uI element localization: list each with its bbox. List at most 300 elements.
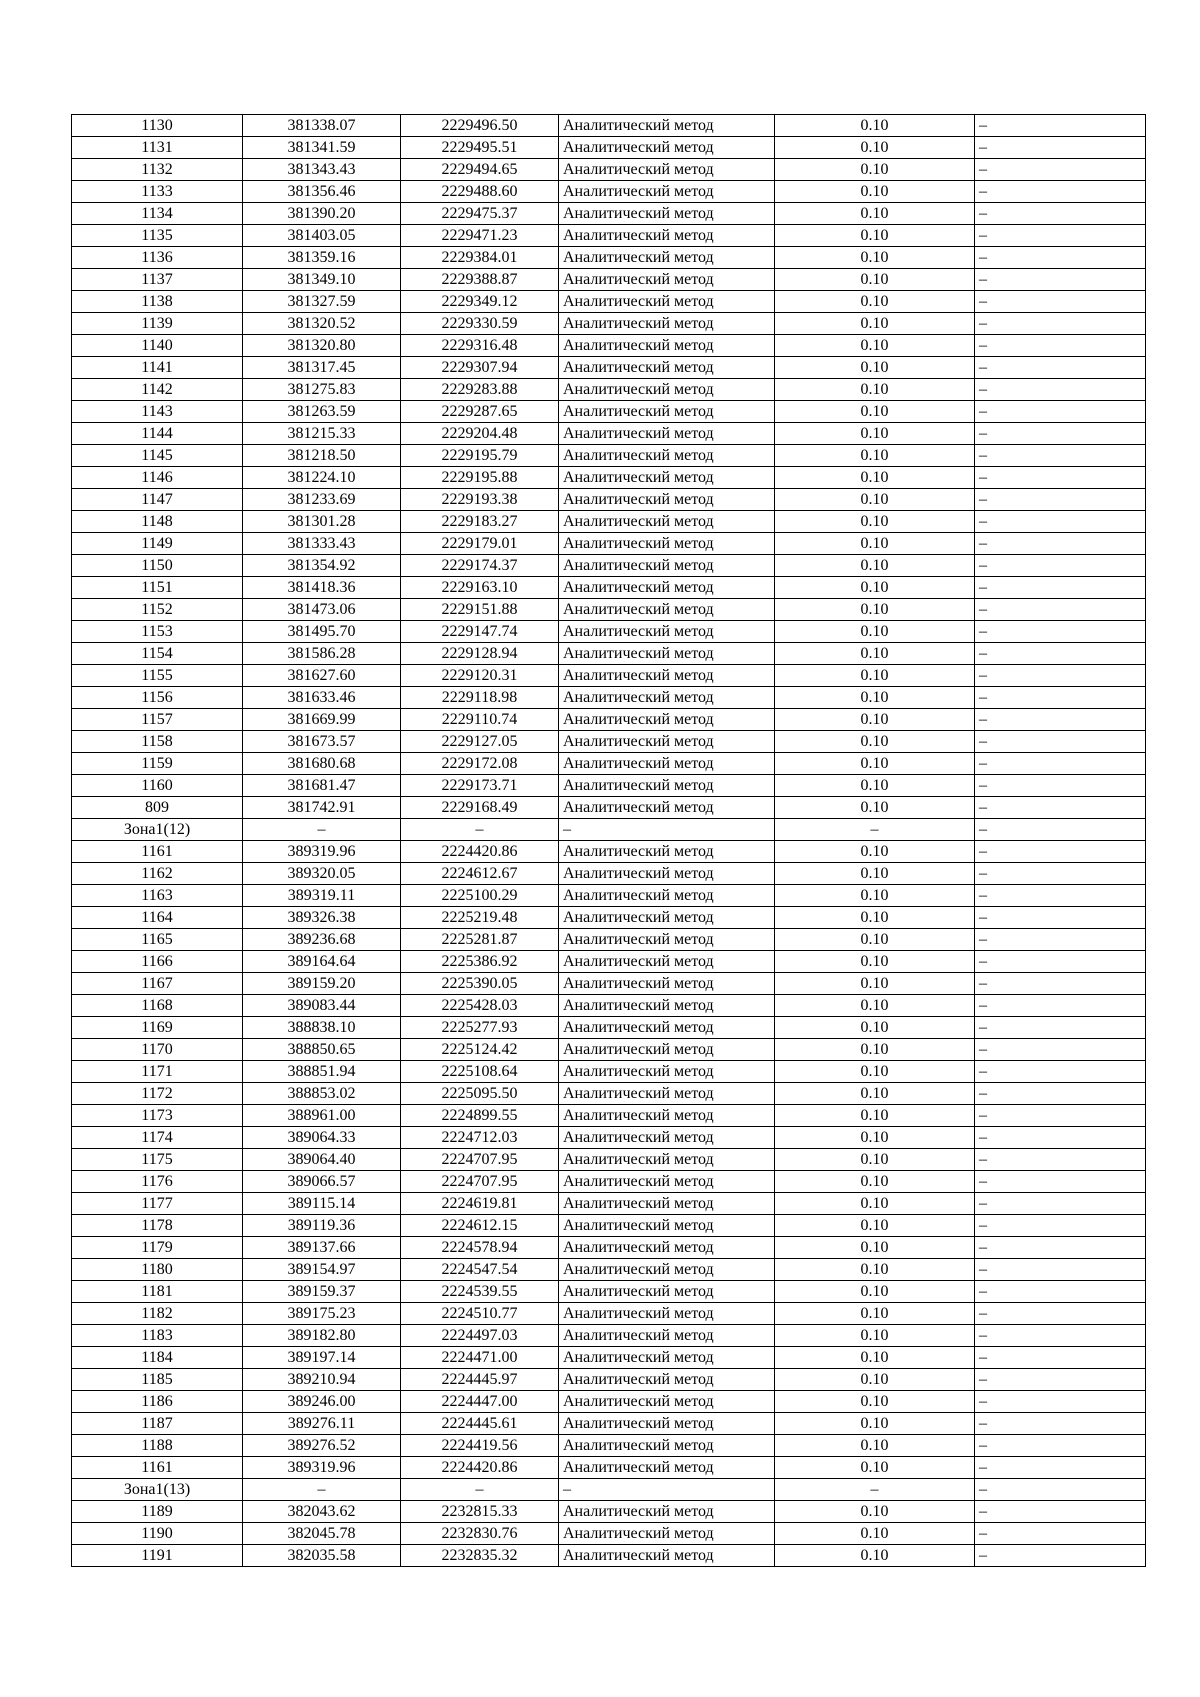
point-number-cell: 1183 — [72, 1325, 243, 1347]
accuracy-cell: 0.10 — [775, 1325, 975, 1347]
x-coordinate-cell: 381586.28 — [243, 643, 401, 665]
accuracy-cell: 0.10 — [775, 907, 975, 929]
y-coordinate-cell: 2229496.50 — [401, 115, 559, 137]
method-cell: Аналитический метод — [559, 1237, 775, 1259]
note-cell: – — [975, 1215, 1146, 1237]
point-number-cell: 1146 — [72, 467, 243, 489]
point-number-cell: 1151 — [72, 577, 243, 599]
method-cell: Аналитический метод — [559, 1391, 775, 1413]
table-row — [72, 511, 1146, 533]
point-number-cell: 1176 — [72, 1171, 243, 1193]
point-number-cell: 1150 — [72, 555, 243, 577]
accuracy-cell: 0.10 — [775, 599, 975, 621]
table-row — [72, 291, 1146, 313]
table-row — [72, 1127, 1146, 1149]
note-cell: – — [975, 687, 1146, 709]
x-coordinate-cell: 389119.36 — [243, 1215, 401, 1237]
accuracy-cell: 0.10 — [775, 445, 975, 467]
accuracy-cell: 0.10 — [775, 885, 975, 907]
point-number-cell: 1142 — [72, 379, 243, 401]
note-cell: – — [975, 203, 1146, 225]
accuracy-cell: – — [775, 819, 975, 841]
accuracy-cell: 0.10 — [775, 291, 975, 313]
accuracy-cell: 0.10 — [775, 731, 975, 753]
note-cell: – — [975, 1435, 1146, 1457]
y-coordinate-cell: – — [401, 1479, 559, 1501]
accuracy-cell: 0.10 — [775, 973, 975, 995]
x-coordinate-cell: 388851.94 — [243, 1061, 401, 1083]
x-coordinate-cell: 389066.57 — [243, 1171, 401, 1193]
y-coordinate-cell: 2229128.94 — [401, 643, 559, 665]
point-number-cell: 1131 — [72, 137, 243, 159]
point-number-cell: 1177 — [72, 1193, 243, 1215]
x-coordinate-cell: 381473.06 — [243, 599, 401, 621]
point-number-cell: 1157 — [72, 709, 243, 731]
x-coordinate-cell: 381320.80 — [243, 335, 401, 357]
y-coordinate-cell: 2232815.33 — [401, 1501, 559, 1523]
method-cell: Аналитический метод — [559, 863, 775, 885]
table-row — [72, 225, 1146, 247]
x-coordinate-cell: 381669.99 — [243, 709, 401, 731]
method-cell: Аналитический метод — [559, 1523, 775, 1545]
y-coordinate-cell: 2229110.74 — [401, 709, 559, 731]
accuracy-cell: 0.10 — [775, 1501, 975, 1523]
table-row — [72, 599, 1146, 621]
table-row — [72, 1215, 1146, 1237]
method-cell: Аналитический метод — [559, 313, 775, 335]
y-coordinate-cell: 2225390.05 — [401, 973, 559, 995]
method-cell: Аналитический метод — [559, 379, 775, 401]
point-number-cell: 1185 — [72, 1369, 243, 1391]
table-row — [72, 1259, 1146, 1281]
point-number-cell: 1188 — [72, 1435, 243, 1457]
table-row — [72, 841, 1146, 863]
method-cell: Аналитический метод — [559, 1193, 775, 1215]
table-row — [72, 1193, 1146, 1215]
y-coordinate-cell: 2224612.15 — [401, 1215, 559, 1237]
note-cell: – — [975, 1171, 1146, 1193]
x-coordinate-cell: 381680.68 — [243, 753, 401, 775]
note-cell: – — [975, 313, 1146, 335]
table-row — [72, 357, 1146, 379]
point-number-cell: 1158 — [72, 731, 243, 753]
y-coordinate-cell: 2224712.03 — [401, 1127, 559, 1149]
x-coordinate-cell: 381742.91 — [243, 797, 401, 819]
y-coordinate-cell: 2225386.92 — [401, 951, 559, 973]
x-coordinate-cell: 381354.92 — [243, 555, 401, 577]
accuracy-cell: 0.10 — [775, 555, 975, 577]
point-number-cell: 1166 — [72, 951, 243, 973]
method-cell: Аналитический метод — [559, 1347, 775, 1369]
point-number-cell: 1130 — [72, 115, 243, 137]
table-row — [72, 1171, 1146, 1193]
method-cell: Аналитический метод — [559, 731, 775, 753]
table-row — [72, 1303, 1146, 1325]
point-number-cell: 1175 — [72, 1149, 243, 1171]
accuracy-cell: 0.10 — [775, 1281, 975, 1303]
note-cell: – — [975, 643, 1146, 665]
method-cell: Аналитический метод — [559, 1435, 775, 1457]
method-cell: Аналитический метод — [559, 1105, 775, 1127]
note-cell: – — [975, 1061, 1146, 1083]
point-number-cell: Зона1(13) — [72, 1479, 243, 1501]
accuracy-cell: 0.10 — [775, 489, 975, 511]
table-row — [72, 423, 1146, 445]
accuracy-cell: 0.10 — [775, 203, 975, 225]
method-cell: Аналитический метод — [559, 511, 775, 533]
y-coordinate-cell: 2224612.67 — [401, 863, 559, 885]
y-coordinate-cell: 2224497.03 — [401, 1325, 559, 1347]
x-coordinate-cell: 381495.70 — [243, 621, 401, 643]
note-cell: – — [975, 621, 1146, 643]
table-row — [72, 445, 1146, 467]
table-row — [72, 1083, 1146, 1105]
method-cell: Аналитический метод — [559, 423, 775, 445]
accuracy-cell: 0.10 — [775, 379, 975, 401]
y-coordinate-cell: 2229316.48 — [401, 335, 559, 357]
accuracy-cell: 0.10 — [775, 1347, 975, 1369]
point-number-cell: 809 — [72, 797, 243, 819]
accuracy-cell: 0.10 — [775, 1039, 975, 1061]
y-coordinate-cell: 2229494.65 — [401, 159, 559, 181]
accuracy-cell: 0.10 — [775, 951, 975, 973]
y-coordinate-cell: 2232835.32 — [401, 1545, 559, 1567]
y-coordinate-cell: 2229488.60 — [401, 181, 559, 203]
accuracy-cell: 0.10 — [775, 1391, 975, 1413]
method-cell: Аналитический метод — [559, 885, 775, 907]
x-coordinate-cell: 389320.05 — [243, 863, 401, 885]
accuracy-cell: 0.10 — [775, 753, 975, 775]
point-number-cell: 1147 — [72, 489, 243, 511]
point-number-cell: 1189 — [72, 1501, 243, 1523]
x-coordinate-cell: 381317.45 — [243, 357, 401, 379]
y-coordinate-cell: 2224420.86 — [401, 1457, 559, 1479]
table-row — [72, 269, 1146, 291]
x-coordinate-cell: 389159.37 — [243, 1281, 401, 1303]
note-cell: – — [975, 731, 1146, 753]
note-cell: – — [975, 423, 1146, 445]
table-row — [72, 181, 1146, 203]
accuracy-cell: 0.10 — [775, 1105, 975, 1127]
accuracy-cell: 0.10 — [775, 1127, 975, 1149]
method-cell: Аналитический метод — [559, 1303, 775, 1325]
y-coordinate-cell: 2224445.97 — [401, 1369, 559, 1391]
accuracy-cell: 0.10 — [775, 115, 975, 137]
x-coordinate-cell: 389064.40 — [243, 1149, 401, 1171]
table-row — [72, 1457, 1146, 1479]
note-cell: – — [975, 665, 1146, 687]
note-cell: – — [975, 269, 1146, 291]
y-coordinate-cell: 2224471.00 — [401, 1347, 559, 1369]
method-cell: Аналитический метод — [559, 907, 775, 929]
note-cell: – — [975, 181, 1146, 203]
method-cell: Аналитический метод — [559, 951, 775, 973]
y-coordinate-cell: 2229118.98 — [401, 687, 559, 709]
point-number-cell: 1160 — [72, 775, 243, 797]
table-row — [72, 819, 1146, 841]
x-coordinate-cell: 381359.16 — [243, 247, 401, 269]
table-row — [72, 1149, 1146, 1171]
y-coordinate-cell: 2224420.86 — [401, 841, 559, 863]
point-number-cell: 1155 — [72, 665, 243, 687]
y-coordinate-cell: 2229163.10 — [401, 577, 559, 599]
y-coordinate-cell: 2225428.03 — [401, 995, 559, 1017]
x-coordinate-cell: 381218.50 — [243, 445, 401, 467]
method-cell: Аналитический метод — [559, 357, 775, 379]
method-cell: Аналитический метод — [559, 225, 775, 247]
x-coordinate-cell: 381403.05 — [243, 225, 401, 247]
x-coordinate-cell: 389319.96 — [243, 841, 401, 863]
method-cell: Аналитический метод — [559, 1061, 775, 1083]
note-cell: – — [975, 577, 1146, 599]
x-coordinate-cell: 381327.59 — [243, 291, 401, 313]
accuracy-cell: 0.10 — [775, 357, 975, 379]
y-coordinate-cell: 2224539.55 — [401, 1281, 559, 1303]
y-coordinate-cell: 2229287.65 — [401, 401, 559, 423]
point-number-cell: 1143 — [72, 401, 243, 423]
y-coordinate-cell: 2229195.79 — [401, 445, 559, 467]
method-cell: Аналитический метод — [559, 1083, 775, 1105]
table-row — [72, 1391, 1146, 1413]
method-cell: Аналитический метод — [559, 401, 775, 423]
x-coordinate-cell: 381418.36 — [243, 577, 401, 599]
table-row — [72, 533, 1146, 555]
x-coordinate-cell: 389159.20 — [243, 973, 401, 995]
point-number-cell: 1169 — [72, 1017, 243, 1039]
point-number-cell: 1132 — [72, 159, 243, 181]
table-row — [72, 1523, 1146, 1545]
point-number-cell: 1165 — [72, 929, 243, 951]
table-row — [72, 1281, 1146, 1303]
accuracy-cell: 0.10 — [775, 159, 975, 181]
point-number-cell: 1139 — [72, 313, 243, 335]
y-coordinate-cell: 2224445.61 — [401, 1413, 559, 1435]
x-coordinate-cell: 389083.44 — [243, 995, 401, 1017]
accuracy-cell: 0.10 — [775, 335, 975, 357]
method-cell: Аналитический метод — [559, 533, 775, 555]
note-cell: – — [975, 995, 1146, 1017]
table-row — [72, 1017, 1146, 1039]
y-coordinate-cell: 2229388.87 — [401, 269, 559, 291]
x-coordinate-cell: 381673.57 — [243, 731, 401, 753]
x-coordinate-cell: 389210.94 — [243, 1369, 401, 1391]
x-coordinate-cell: 381301.28 — [243, 511, 401, 533]
note-cell: – — [975, 775, 1146, 797]
x-coordinate-cell: 381215.33 — [243, 423, 401, 445]
y-coordinate-cell: 2224578.94 — [401, 1237, 559, 1259]
method-cell: Аналитический метод — [559, 753, 775, 775]
point-number-cell: 1167 — [72, 973, 243, 995]
y-coordinate-cell: 2229168.49 — [401, 797, 559, 819]
method-cell: Аналитический метод — [559, 555, 775, 577]
method-cell: Аналитический метод — [559, 489, 775, 511]
method-cell: Аналитический метод — [559, 1545, 775, 1567]
table-row — [72, 1325, 1146, 1347]
accuracy-cell: 0.10 — [775, 841, 975, 863]
accuracy-cell: 0.10 — [775, 995, 975, 1017]
x-coordinate-cell: 389197.14 — [243, 1347, 401, 1369]
table-row — [72, 973, 1146, 995]
note-cell: – — [975, 951, 1146, 973]
note-cell: – — [975, 1281, 1146, 1303]
accuracy-cell: 0.10 — [775, 1369, 975, 1391]
table-row — [72, 643, 1146, 665]
note-cell: – — [975, 929, 1146, 951]
y-coordinate-cell: 2229330.59 — [401, 313, 559, 335]
note-cell: – — [975, 555, 1146, 577]
x-coordinate-cell: 388850.65 — [243, 1039, 401, 1061]
table-row — [72, 379, 1146, 401]
note-cell: – — [975, 159, 1146, 181]
note-cell: – — [975, 335, 1146, 357]
point-number-cell: 1170 — [72, 1039, 243, 1061]
y-coordinate-cell: 2232830.76 — [401, 1523, 559, 1545]
method-cell: Аналитический метод — [559, 269, 775, 291]
accuracy-cell: 0.10 — [775, 1171, 975, 1193]
y-coordinate-cell: 2229349.12 — [401, 291, 559, 313]
accuracy-cell: 0.10 — [775, 643, 975, 665]
y-coordinate-cell: 2225095.50 — [401, 1083, 559, 1105]
y-coordinate-cell: 2229174.37 — [401, 555, 559, 577]
accuracy-cell: 0.10 — [775, 401, 975, 423]
method-cell: Аналитический метод — [559, 577, 775, 599]
method-cell: Аналитический метод — [559, 973, 775, 995]
x-coordinate-cell: 381320.52 — [243, 313, 401, 335]
coordinates-table-body — [72, 115, 1146, 1567]
point-number-cell: 1137 — [72, 269, 243, 291]
accuracy-cell: 0.10 — [775, 1457, 975, 1479]
accuracy-cell: 0.10 — [775, 775, 975, 797]
y-coordinate-cell: 2224619.81 — [401, 1193, 559, 1215]
accuracy-cell: 0.10 — [775, 533, 975, 555]
accuracy-cell: – — [775, 1479, 975, 1501]
table-row — [72, 797, 1146, 819]
method-cell: – — [559, 1479, 775, 1501]
y-coordinate-cell: 2224510.77 — [401, 1303, 559, 1325]
table-row — [72, 731, 1146, 753]
point-number-cell: 1181 — [72, 1281, 243, 1303]
point-number-cell: 1186 — [72, 1391, 243, 1413]
table-row — [72, 1061, 1146, 1083]
note-cell: – — [975, 115, 1146, 137]
accuracy-cell: 0.10 — [775, 863, 975, 885]
x-coordinate-cell: 381275.83 — [243, 379, 401, 401]
x-coordinate-cell: 388853.02 — [243, 1083, 401, 1105]
accuracy-cell: 0.10 — [775, 1017, 975, 1039]
method-cell: Аналитический метод — [559, 159, 775, 181]
y-coordinate-cell: 2224707.95 — [401, 1149, 559, 1171]
y-coordinate-cell: 2225108.64 — [401, 1061, 559, 1083]
x-coordinate-cell: 381263.59 — [243, 401, 401, 423]
note-cell: – — [975, 797, 1146, 819]
y-coordinate-cell: 2229172.08 — [401, 753, 559, 775]
accuracy-cell: 0.10 — [775, 511, 975, 533]
method-cell: Аналитический метод — [559, 1039, 775, 1061]
table-row — [72, 335, 1146, 357]
point-number-cell: 1159 — [72, 753, 243, 775]
point-number-cell: 1164 — [72, 907, 243, 929]
y-coordinate-cell: 2224419.56 — [401, 1435, 559, 1457]
method-cell: Аналитический метод — [559, 137, 775, 159]
accuracy-cell: 0.10 — [775, 423, 975, 445]
method-cell: Аналитический метод — [559, 1413, 775, 1435]
table-row — [72, 1237, 1146, 1259]
accuracy-cell: 0.10 — [775, 1435, 975, 1457]
point-number-cell: 1182 — [72, 1303, 243, 1325]
method-cell: Аналитический метод — [559, 1149, 775, 1171]
point-number-cell: 1173 — [72, 1105, 243, 1127]
point-number-cell: 1172 — [72, 1083, 243, 1105]
y-coordinate-cell: 2229471.23 — [401, 225, 559, 247]
x-coordinate-cell: 389276.52 — [243, 1435, 401, 1457]
table-row — [72, 1501, 1146, 1523]
x-coordinate-cell: 389319.96 — [243, 1457, 401, 1479]
note-cell: – — [975, 401, 1146, 423]
point-number-cell: 1148 — [72, 511, 243, 533]
method-cell: Аналитический метод — [559, 445, 775, 467]
point-number-cell: 1184 — [72, 1347, 243, 1369]
x-coordinate-cell: 389164.64 — [243, 951, 401, 973]
method-cell: Аналитический метод — [559, 797, 775, 819]
method-cell: Аналитический метод — [559, 1171, 775, 1193]
note-cell: – — [975, 1127, 1146, 1149]
note-cell: – — [975, 1039, 1146, 1061]
table-row — [72, 203, 1146, 225]
note-cell: – — [975, 1391, 1146, 1413]
method-cell: Аналитический метод — [559, 643, 775, 665]
accuracy-cell: 0.10 — [775, 797, 975, 819]
note-cell: – — [975, 247, 1146, 269]
note-cell: – — [975, 379, 1146, 401]
point-number-cell: 1141 — [72, 357, 243, 379]
table-row — [72, 1545, 1146, 1567]
y-coordinate-cell: 2225124.42 — [401, 1039, 559, 1061]
table-row — [72, 995, 1146, 1017]
method-cell: Аналитический метод — [559, 665, 775, 687]
accuracy-cell: 0.10 — [775, 313, 975, 335]
y-coordinate-cell: 2229495.51 — [401, 137, 559, 159]
note-cell: – — [975, 753, 1146, 775]
accuracy-cell: 0.10 — [775, 247, 975, 269]
note-cell: – — [975, 1369, 1146, 1391]
table-row — [72, 753, 1146, 775]
point-number-cell: 1171 — [72, 1061, 243, 1083]
y-coordinate-cell: 2229475.37 — [401, 203, 559, 225]
method-cell: Аналитический метод — [559, 995, 775, 1017]
table-row — [72, 687, 1146, 709]
method-cell: Аналитический метод — [559, 1369, 775, 1391]
accuracy-cell: 0.10 — [775, 1303, 975, 1325]
accuracy-cell: 0.10 — [775, 1149, 975, 1171]
x-coordinate-cell: 389115.14 — [243, 1193, 401, 1215]
y-coordinate-cell: 2229384.01 — [401, 247, 559, 269]
method-cell: Аналитический метод — [559, 929, 775, 951]
y-coordinate-cell: 2225100.29 — [401, 885, 559, 907]
point-number-cell: 1154 — [72, 643, 243, 665]
y-coordinate-cell: 2229183.27 — [401, 511, 559, 533]
note-cell: – — [975, 291, 1146, 313]
table-row — [72, 709, 1146, 731]
note-cell: – — [975, 489, 1146, 511]
point-number-cell: 1187 — [72, 1413, 243, 1435]
method-cell: Аналитический метод — [559, 1127, 775, 1149]
note-cell: – — [975, 1479, 1146, 1501]
y-coordinate-cell: 2225281.87 — [401, 929, 559, 951]
accuracy-cell: 0.10 — [775, 1413, 975, 1435]
point-number-cell: 1138 — [72, 291, 243, 313]
point-number-cell: 1152 — [72, 599, 243, 621]
point-number-cell: 1161 — [72, 1457, 243, 1479]
